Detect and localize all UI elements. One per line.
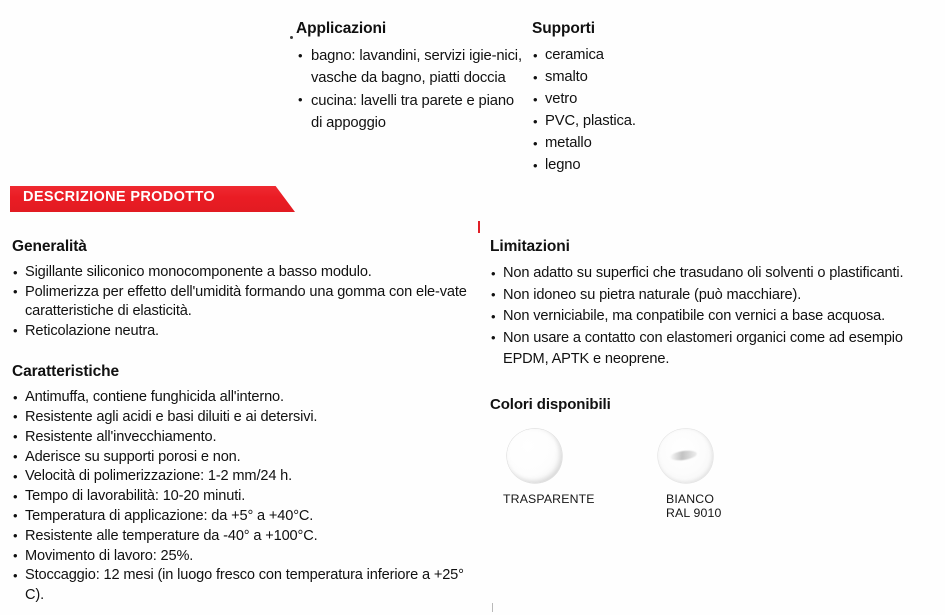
- list-item: • Temperatura di applicazione: da +5° a +40°C.: [12, 507, 482, 526]
- colori-disponibili-title: Colori disponibili: [490, 395, 611, 413]
- list-item: • metallo: [532, 133, 732, 155]
- list-item: • smalto: [532, 67, 732, 89]
- list-item: • bagno: lavandini, servizi igie-nici, vasche da bagno, piatti doccia: [296, 45, 528, 89]
- list-item: • Resistente all'invecchiamento.: [12, 428, 482, 447]
- list-item: • Sigillante siliconico monocomponente a basso modulo.: [12, 263, 482, 282]
- list-item: • Non idoneo su pietra naturale (può macchiare).: [490, 285, 942, 306]
- list-item: • Stoccaggio: 12 mesi (in luogo fresco con temperatura inferiore a +25° C).: [12, 566, 482, 605]
- list-item: • Reticolazione neutra.: [12, 322, 482, 341]
- color-swatch-bianco: [656, 429, 748, 521]
- list-item: • Tempo di lavorabilità: 10-20 minuti.: [12, 487, 482, 506]
- section-generalita: [12, 238, 482, 341]
- list-item: • vetro: [532, 89, 732, 111]
- section-banner-descrizione-prodotto: [10, 186, 295, 212]
- limitazioni-list: [490, 263, 942, 370]
- swatch-label: BIANCO: [666, 491, 715, 506]
- scan-artifact-dot: [290, 36, 293, 39]
- list-item: • Movimento di lavoro: 25%.: [12, 547, 482, 566]
- list-item: • Polimerizza per effetto dell'umidità formando una gomma con ele-vate caratteristiche di elasticità.: [12, 283, 482, 322]
- caratteristiche-title: Caratteristiche: [12, 363, 120, 381]
- applicazioni-title: Applicazioni: [296, 20, 387, 37]
- list-item: • Resistente alle temperature da -40° a +100°C.: [12, 527, 482, 546]
- left-column: [12, 238, 482, 605]
- list-item: • Antimuffa, contiene funghicida all'interno.: [12, 388, 482, 407]
- section-limitazioni: [490, 238, 942, 370]
- swatch-circle-icon: [507, 429, 562, 483]
- scan-artifact-red-tick: [478, 221, 480, 233]
- scan-artifact-gray-tick: [492, 603, 493, 612]
- list-item: • ceramica: [532, 45, 732, 67]
- list-item: • legno: [532, 155, 732, 177]
- color-swatch-row: [490, 429, 942, 521]
- list-item: • Velocità di polimerizzazione: 1-2 mm/24 h.: [12, 467, 482, 486]
- supporti-title: Supporti: [532, 20, 595, 37]
- list-item: • Non verniciabile, ma conpatibile con vernici a base acquosa.: [490, 306, 942, 327]
- list-item: • Resistente agli acidi e basi diluiti e ai detersivi.: [12, 408, 482, 427]
- limitazioni-title: Limitazioni: [490, 238, 570, 255]
- banner-label: DESCRIZIONE PRODOTTO: [23, 189, 216, 205]
- supporti-list: [532, 45, 732, 177]
- swatch-label: TRASPARENTE: [503, 491, 595, 506]
- list-item: • Aderisce su supporti porosi e non.: [12, 448, 482, 467]
- applicazioni-list: [296, 45, 528, 134]
- list-item: • PVC, plastica.: [532, 111, 732, 133]
- list-item: • Non adatto su superfici che trasudano oli solventi o plastificanti.: [490, 263, 942, 284]
- generalita-list: [12, 263, 482, 341]
- section-supporti: [532, 20, 732, 177]
- list-item: • cucina: lavelli tra parete e piano di appoggio: [296, 90, 528, 134]
- section-colori-disponibili: [490, 396, 942, 521]
- color-swatch-trasparente: [503, 429, 595, 521]
- section-caratteristiche: [12, 363, 482, 605]
- list-item: • Non usare a contatto con elastomeri organici come ad esempio EPDM, APTK e neoprene.: [490, 328, 942, 370]
- right-column: [490, 238, 942, 521]
- section-applicazioni: [296, 20, 528, 134]
- generalita-title: Generalità: [12, 238, 87, 255]
- caratteristiche-list: [12, 388, 482, 605]
- swatch-label-secondary: RAL 9010: [666, 506, 722, 520]
- swatch-circle-icon: [658, 429, 713, 483]
